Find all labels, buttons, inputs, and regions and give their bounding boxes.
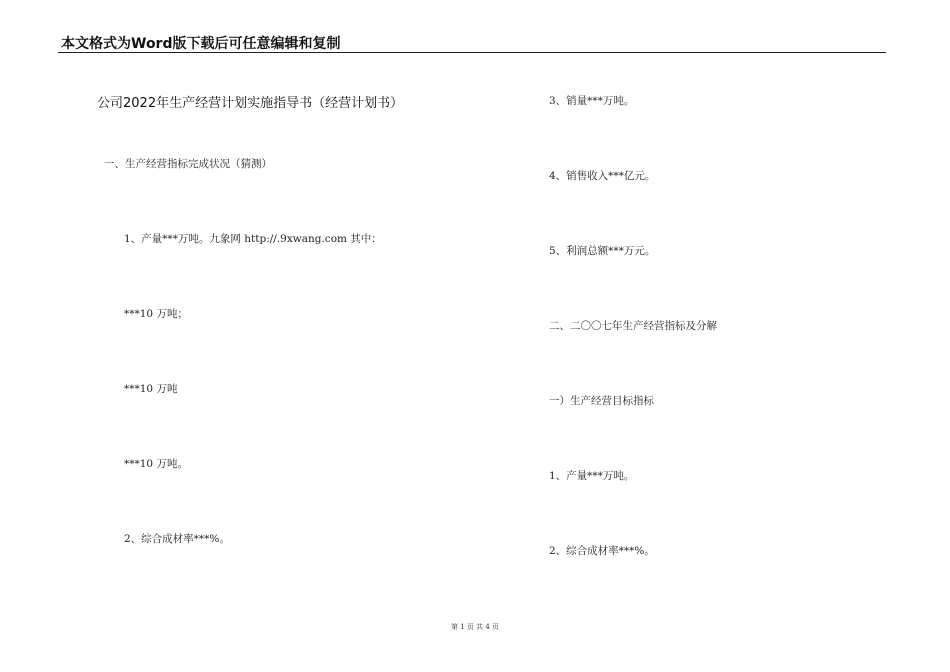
- paragraph-sub-item-2: ***10 万吨: [124, 383, 178, 395]
- document-title: 公司2022年生产经营计划实施指导书（经营计划书）: [97, 96, 404, 111]
- paragraph-target-output: 1、产量***万吨。: [549, 470, 635, 482]
- section-heading-2: 二、二〇〇七年生产经营指标及分解: [549, 320, 717, 332]
- paragraph-sales-volume: 3、销量***万吨。: [549, 95, 635, 107]
- page-number: 第 1 页 共 4 页: [450, 623, 500, 631]
- paragraph-yield-rate: 2、综合成材率***%。: [124, 533, 230, 545]
- paragraph-sub-item-1: ***10 万吨；: [124, 308, 188, 320]
- paragraph-sales-revenue: 4、销售收入***亿元。: [549, 170, 656, 182]
- subsection-heading-targets: 一）生产经营目标指标: [549, 395, 654, 407]
- download-banner: 本文格式为Word版下载后可任意编辑和复制: [61, 36, 341, 52]
- paragraph-target-yield-rate: 2、综合成材率***%。: [549, 545, 655, 557]
- header-divider: [58, 52, 886, 53]
- section-heading-1: 一、生产经营指标完成状况（猜测）: [104, 158, 272, 170]
- paragraph-total-profit: 5、利润总额***万元。: [549, 245, 656, 257]
- paragraph-sub-item-3: ***10 万吨。: [124, 458, 188, 470]
- paragraph-production-output: 1、产量***万吨。九象网 http://.9xwang.com 其中：: [124, 233, 382, 245]
